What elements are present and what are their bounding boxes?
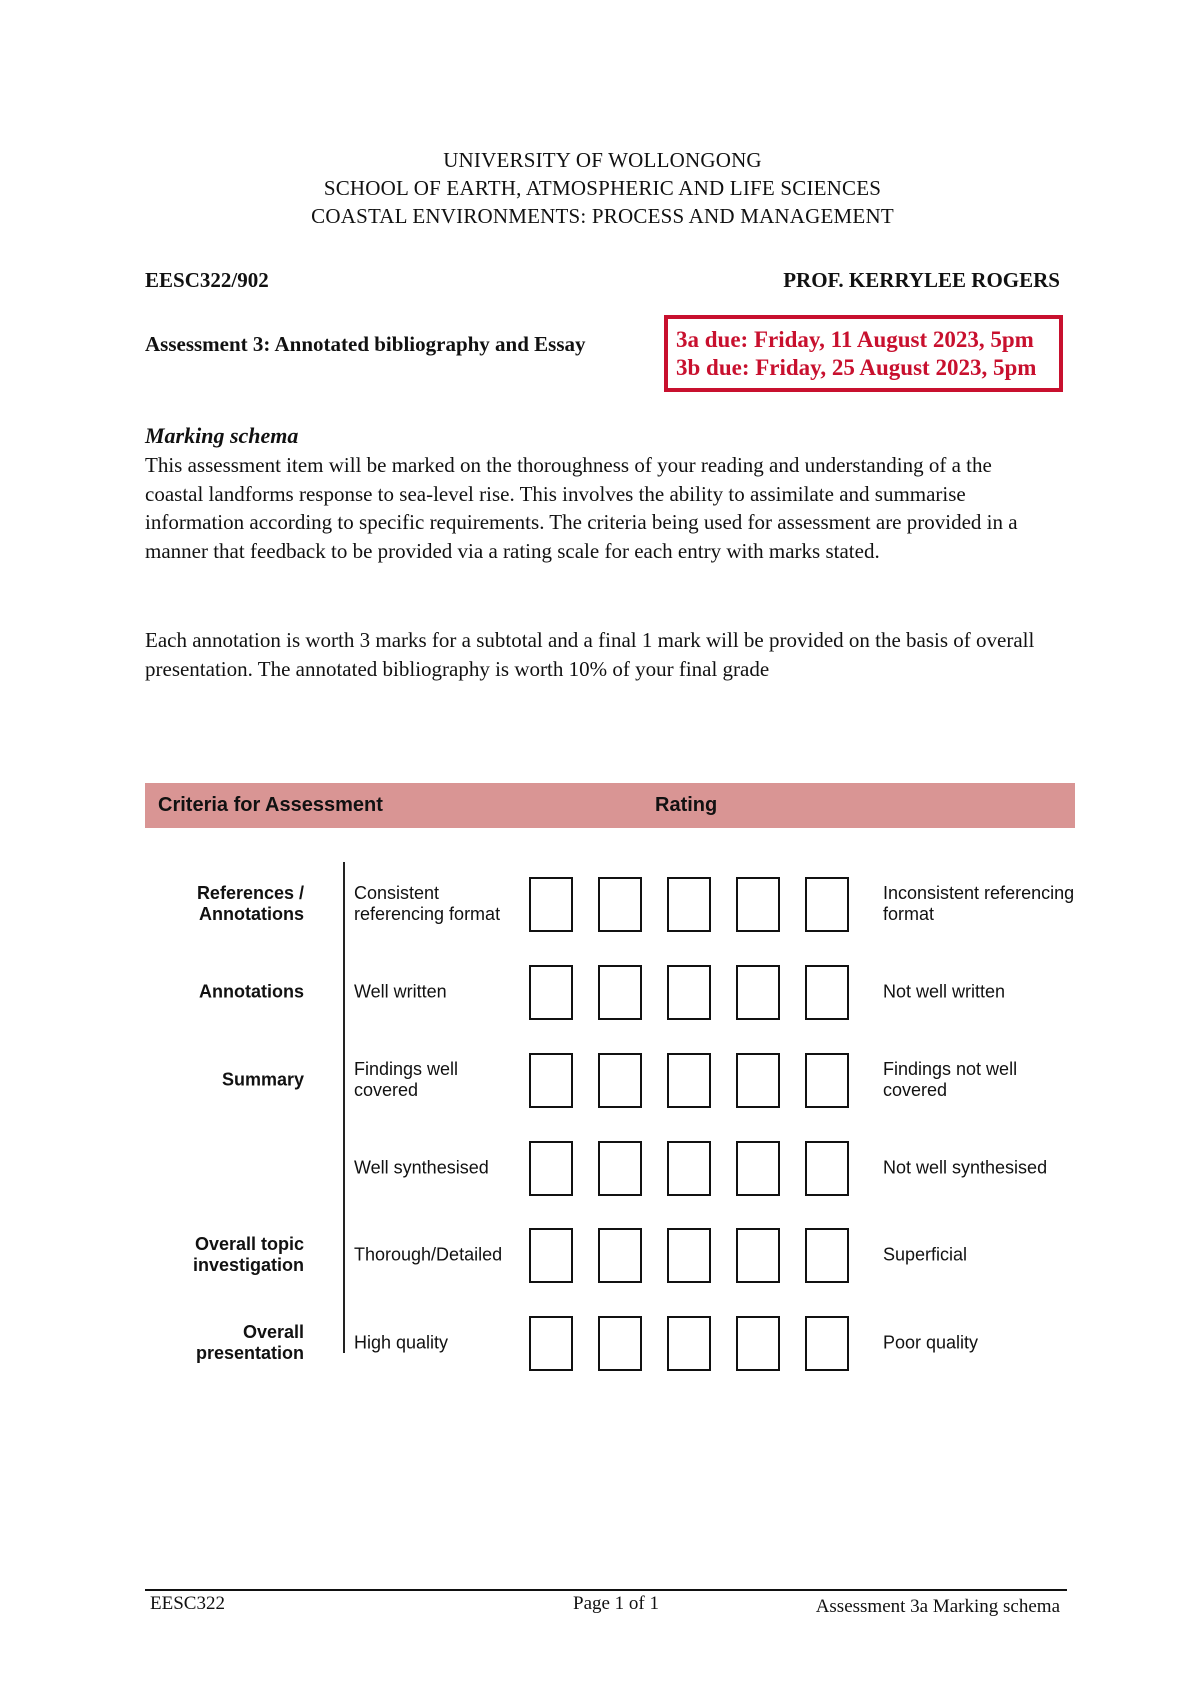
- marking-schema-heading: Marking schema: [145, 423, 299, 448]
- rating-checkbox-3[interactable]: [667, 1228, 711, 1283]
- rubric-row: [0, 1050, 1200, 1110]
- rating-checkbox-4[interactable]: [736, 1053, 780, 1108]
- footer-page-number: Page 1 of 1: [573, 1593, 660, 1614]
- due-date-3b: 3b due: Friday, 25 August 2023, 5pm: [676, 355, 1037, 380]
- negative-descriptor: Inconsistent referencing format: [883, 883, 1075, 924]
- rating-checkbox-1[interactable]: [529, 1316, 573, 1371]
- rating-checkbox-2[interactable]: [598, 1316, 642, 1371]
- rating-checkbox-1[interactable]: [529, 1141, 573, 1196]
- negative-descriptor: Findings not well covered: [883, 1059, 1018, 1100]
- due-date-3a: 3a due: Friday, 11 August 2023, 5pm: [676, 327, 1034, 352]
- schema-paragraph-1: This assessment item will be marked on the thoroughness of your reading and understanding of a the coastal landforms response to sea-level rise. This involves the ability to assimilate and summarise information according to specific requirements. The criteria being used for assessment are provided in a manner that feedback to be provided via a rating scale for each entry with marks stated.: [145, 453, 1018, 563]
- negative-descriptor: Not well synthesised: [883, 1157, 1048, 1178]
- rating-checkbox-5[interactable]: [805, 1228, 849, 1283]
- rating-checkbox-2[interactable]: [598, 1141, 642, 1196]
- rubric-row: [0, 874, 1200, 934]
- rating-checkbox-2[interactable]: [598, 1053, 642, 1108]
- rating-column-header: Rating: [655, 794, 718, 816]
- positive-descriptor: Findings well covered: [354, 1059, 459, 1100]
- criterion-label: References / Annotations: [196, 883, 304, 924]
- criterion-label: Annotations: [199, 981, 304, 1002]
- footer-course-code: EESC322: [150, 1593, 225, 1614]
- school-name: SCHOOL OF EARTH, ATMOSPHERIC AND LIFE SCIENCES: [323, 176, 882, 200]
- rating-checkbox-4[interactable]: [736, 1316, 780, 1371]
- negative-descriptor: Not well written: [883, 981, 1006, 1002]
- positive-descriptor: Well written: [354, 981, 447, 1002]
- rating-checkbox-4[interactable]: [736, 877, 780, 932]
- rating-checkbox-1[interactable]: [529, 877, 573, 932]
- criterion-label: Overall topic investigation: [192, 1234, 304, 1275]
- rating-checkbox-5[interactable]: [805, 1141, 849, 1196]
- assessment-title: Assessment 3: Annotated bibliography and Essay: [145, 332, 586, 356]
- course-code: EESC322/902: [145, 268, 269, 292]
- rating-checkbox-3[interactable]: [667, 877, 711, 932]
- professor-name: PROF. KERRYLEE ROGERS: [783, 268, 1060, 292]
- university-name: UNIVERSITY OF WOLLONGONG: [443, 148, 762, 172]
- rating-checkbox-5[interactable]: [805, 1053, 849, 1108]
- positive-descriptor: Consistent referencing format: [354, 883, 501, 924]
- rubric-row: [0, 1313, 1200, 1373]
- subject-name: COASTAL ENVIRONMENTS: PROCESS AND MANAGEMENT: [311, 204, 894, 228]
- rubric-row: [0, 1225, 1200, 1285]
- rating-checkbox-2[interactable]: [598, 877, 642, 932]
- criterion-label: Summary: [221, 1069, 304, 1090]
- rubric-row: [0, 1138, 1200, 1198]
- rating-checkbox-5[interactable]: [805, 877, 849, 932]
- rating-checkbox-1[interactable]: [529, 965, 573, 1020]
- rating-checkbox-3[interactable]: [667, 1053, 711, 1108]
- negative-descriptor: Superficial: [883, 1244, 968, 1265]
- criteria-column-header: Criteria for Assessment: [158, 794, 383, 816]
- negative-descriptor: Poor quality: [883, 1332, 979, 1353]
- rubric-row: [0, 962, 1200, 1022]
- rating-checkbox-1[interactable]: [529, 1053, 573, 1108]
- positive-descriptor: High quality: [354, 1332, 449, 1353]
- rating-checkbox-4[interactable]: [736, 1141, 780, 1196]
- rating-checkbox-4[interactable]: [736, 1228, 780, 1283]
- schema-paragraph-2: Each annotation is worth 3 marks for a subtotal and a final 1 mark will be provided on the basis of overall presentation. The annotated bibliography is worth 10% of your final grade: [145, 628, 1035, 681]
- rating-checkbox-1[interactable]: [529, 1228, 573, 1283]
- criterion-label: Overall presentation: [195, 1322, 304, 1363]
- rating-checkbox-3[interactable]: [667, 1141, 711, 1196]
- rating-checkbox-2[interactable]: [598, 965, 642, 1020]
- rating-checkbox-2[interactable]: [598, 1228, 642, 1283]
- rating-checkbox-4[interactable]: [736, 965, 780, 1020]
- rating-checkbox-5[interactable]: [805, 1316, 849, 1371]
- positive-descriptor: Well synthesised: [354, 1157, 489, 1178]
- footer-divider: [145, 1589, 1067, 1591]
- rating-checkbox-3[interactable]: [667, 965, 711, 1020]
- footer-document-title: Assessment 3a Marking schema: [815, 1596, 1060, 1617]
- rating-checkbox-3[interactable]: [667, 1316, 711, 1371]
- positive-descriptor: Thorough/Detailed: [354, 1244, 503, 1265]
- rating-checkbox-5[interactable]: [805, 965, 849, 1020]
